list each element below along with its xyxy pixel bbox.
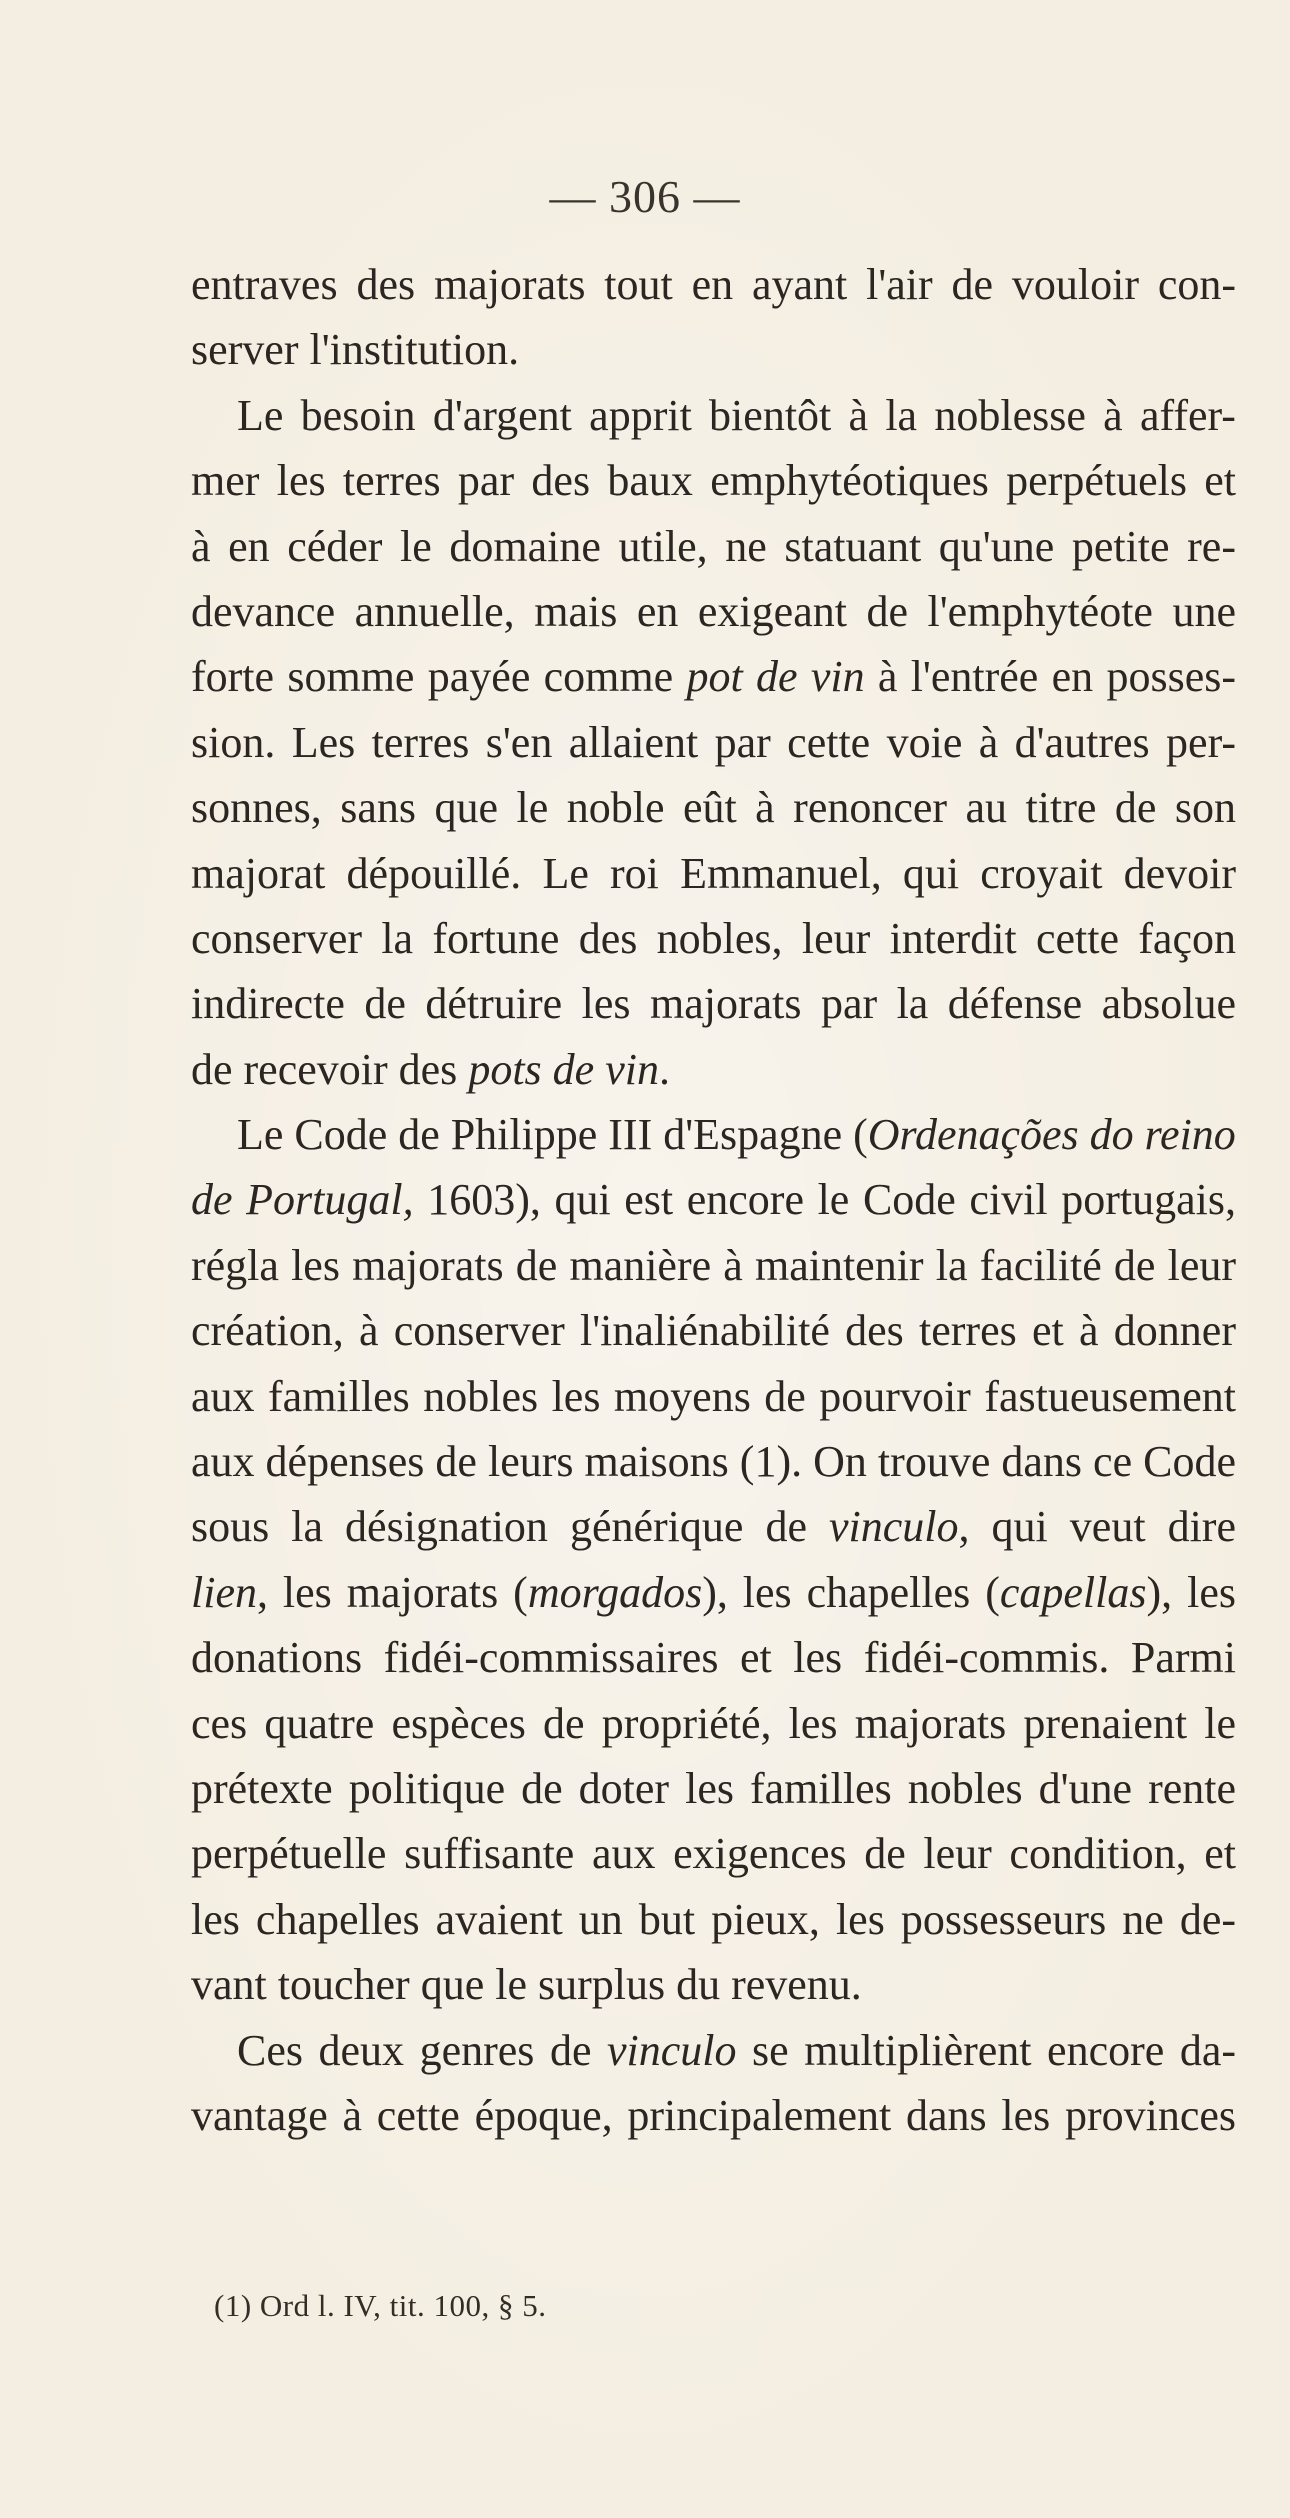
body-text [191, 252, 1236, 2148]
italic-text: de Portugal, [191, 1175, 414, 1225]
text-segment: aux familles nobles les moyens de pourvoir fastueusement [191, 1371, 1237, 1421]
text-line [191, 252, 1236, 317]
text-segment: régla les majorats de manière à maintenir la facilité de leur [191, 1240, 1237, 1290]
text-segment: de recevoir des [191, 1044, 469, 1094]
text-line [191, 644, 1236, 709]
text-segment: Le besoin d'argent apprit bientôt à la noblesse à affer- [237, 390, 1236, 440]
text-line [191, 1821, 1236, 1886]
italic-text: pots de vin [468, 1044, 659, 1094]
text-line [191, 1691, 1236, 1756]
text-line [191, 775, 1236, 840]
italic-text: lien [191, 1567, 257, 1617]
text-segment: server l'institution. [191, 325, 520, 375]
text-segment: entraves des majorats tout en ayant l'air de vouloir con- [191, 260, 1237, 309]
text-segment: 1603), qui est encore le Code civil portugais, [413, 1175, 1236, 1225]
text-segment: majorat dépouillé. Le roi Emmanuel, qui croyait devoir [191, 848, 1236, 898]
text-segment: ), les chapelles ( [702, 1567, 1000, 1617]
text-segment: Ces deux genres de [237, 2025, 608, 2075]
text-segment: indirecte de détruire les majorats par la défense absolue [191, 979, 1237, 1029]
page-number: — 306 — [549, 171, 741, 222]
text-line [191, 383, 1236, 448]
text-line [191, 1952, 1236, 2017]
text-line [191, 2018, 1236, 2083]
text-segment: ces quatre espèces de propriété, les majorats prenaient le [191, 1698, 1237, 1748]
text-line [191, 579, 1236, 644]
italic-text: vinculo [607, 2025, 737, 2075]
italic-text: capellas [999, 1567, 1147, 1617]
text-segment: perpétuelle suffisante aux exigences de leur condition, et [191, 1829, 1237, 1879]
text-segment: les chapelles avaient un but pieux, les possesseurs ne de- [191, 1894, 1237, 1944]
text-line [191, 448, 1236, 513]
text-line [191, 1756, 1236, 1821]
text-segment: se multiplièrent encore da- [736, 2025, 1237, 2075]
text-segment: aux dépenses de leurs maisons (1). On trouve dans ce Code [191, 1437, 1237, 1487]
text-line [191, 971, 1236, 1036]
text-segment: ), les [1146, 1567, 1236, 1617]
text-line [191, 1887, 1236, 1952]
text-segment: conserver la fortune des nobles, leur interdit cette façon [191, 913, 1236, 963]
text-segment: sion. Les terres s'en allaient par cette voie à d'autres per- [191, 717, 1236, 767]
text-line [191, 710, 1236, 775]
italic-text: vinculo [829, 1502, 959, 1552]
text-line [191, 841, 1236, 906]
text-line [191, 1364, 1236, 1429]
footnote: (1) Ord l. IV, tit. 100, § 5. [214, 2288, 547, 2323]
italic-text: pot de vin [686, 652, 865, 702]
text-segment: création, à conserver l'inaliénabilité des terres et à donner [191, 1306, 1236, 1356]
text-segment: prétexte politique de doter les familles nobles d'une rente [191, 1763, 1237, 1813]
text-segment: forte somme payée comme [191, 652, 687, 702]
text-line [191, 514, 1236, 579]
text-segment: mer les terres par des baux emphytéotiques perpétuels et [191, 456, 1237, 506]
text-segment: à en céder le domaine utile, ne statuant qu'une petite re- [191, 521, 1236, 571]
text-line [191, 1167, 1236, 1232]
text-segment: sous la désignation générique de [191, 1502, 829, 1552]
text-line [191, 1494, 1236, 1559]
text-line [191, 1429, 1236, 1494]
text-line [191, 2083, 1236, 2148]
text-segment: . [658, 1044, 670, 1094]
text-segment: devance annuelle, mais en exigeant de l'emphytéote une [191, 586, 1237, 636]
text-line [191, 1233, 1236, 1298]
text-line [191, 1037, 1236, 1102]
text-segment: à l'entrée en posses- [864, 652, 1237, 702]
italic-text: Ordenações do reino [867, 1110, 1236, 1160]
text-segment: vantage à cette époque, principalement dans les provinces [191, 2090, 1237, 2140]
text-segment: sonnes, sans que le noble eût à renoncer au titre de son [191, 783, 1236, 833]
text-segment: Le Code de Philippe III d'Espagne ( [237, 1110, 868, 1160]
text-line [191, 1298, 1236, 1363]
text-segment: vant toucher que le surplus du revenu. [191, 1960, 862, 2010]
text-segment: , qui veut dire [958, 1502, 1236, 1552]
text-line [191, 1560, 1236, 1625]
text-line [191, 906, 1236, 971]
text-line [191, 1102, 1236, 1167]
text-line [191, 317, 1236, 382]
text-segment: donations fidéi-commissaires et les fidéi-commis. Parmi [191, 1633, 1236, 1683]
italic-text: morgados [527, 1567, 703, 1617]
text-line [191, 1625, 1236, 1690]
text-segment: , les majorats ( [256, 1567, 528, 1617]
